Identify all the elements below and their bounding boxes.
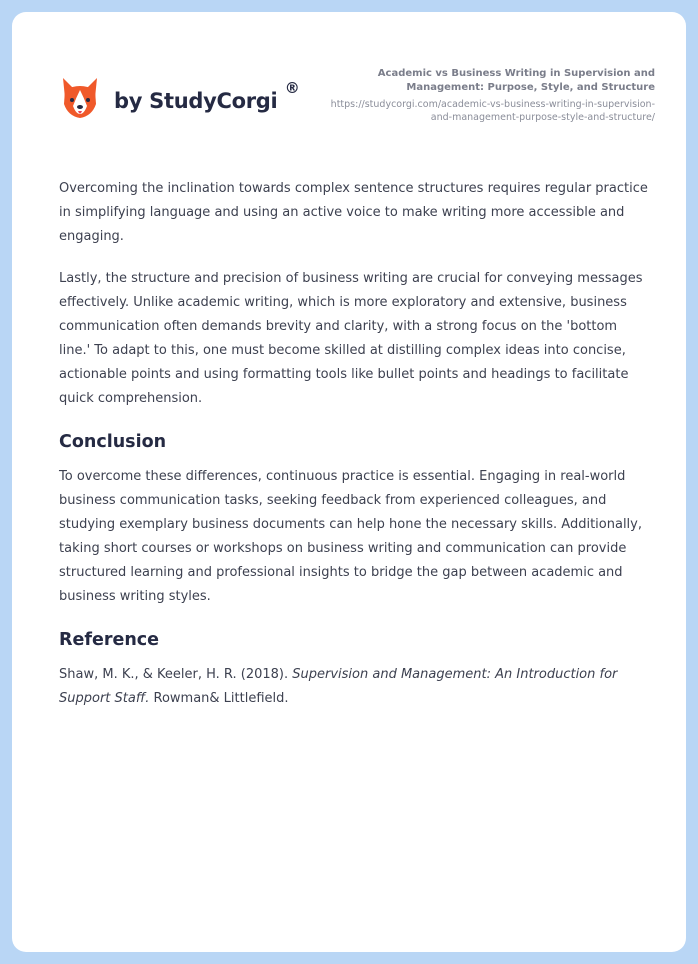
paragraph: Lastly, the structure and precision of business writing are crucial for conveying messages effectively. Unlike academic writing, which is more exploratory and extensive, business communication often demands brevity and clarity, with a strong focus on the 'bottom line.' To adapt to this, one must become skilled at distilling complex ideas into concise, actionable points and using formatting tools like bullet points and headings to facilitate quick comprehension. — [59, 271, 643, 406]
reference-publisher: Rowman& Littlefield. — [153, 691, 289, 706]
conclusion-paragraph: To overcome these differences, continuous practice is essential. Engaging in real-world business communication tasks, seeking feedback from experienced colleagues, and studying exemplary business documents can help hone the necessary skills. Additionally, taking short courses or workshops on business writing and communication can provide structured learning and professional insights to bridge the gap between academic and business writing styles. — [59, 469, 642, 604]
corgi-logo-icon — [60, 76, 100, 120]
document-title: Academic vs Business Writing in Supervision and Management: Purpose, Style, and Structure — [377, 68, 655, 93]
document-meta — [325, 67, 655, 124]
paragraph: Overcoming the inclination towards complex sentence structures requires regular practice in simplifying language and using an active voice to make writing more accessible and engaging. — [59, 181, 648, 244]
reference-title: Supervision and Management: An Introduction for Support Staff. — [59, 667, 618, 706]
brand-name: by StudyCorgi ® — [114, 79, 300, 113]
reference-authors: Shaw, M. K., & Keeler, H. R. (2018). — [59, 667, 289, 682]
document-body — [59, 177, 649, 729]
registered-mark: ® — [284, 79, 300, 97]
reference-heading: Reference — [59, 630, 160, 650]
reference-entry — [59, 663, 649, 711]
conclusion-heading: Conclusion — [59, 432, 167, 452]
document-url[interactable]: https://studycorgi.com/academic-vs-business-writing-in-supervision-and-management-purpose-style-and-structure/ — [330, 99, 655, 123]
studycorgi-logo[interactable] — [60, 76, 300, 120]
document-page — [12, 12, 686, 952]
